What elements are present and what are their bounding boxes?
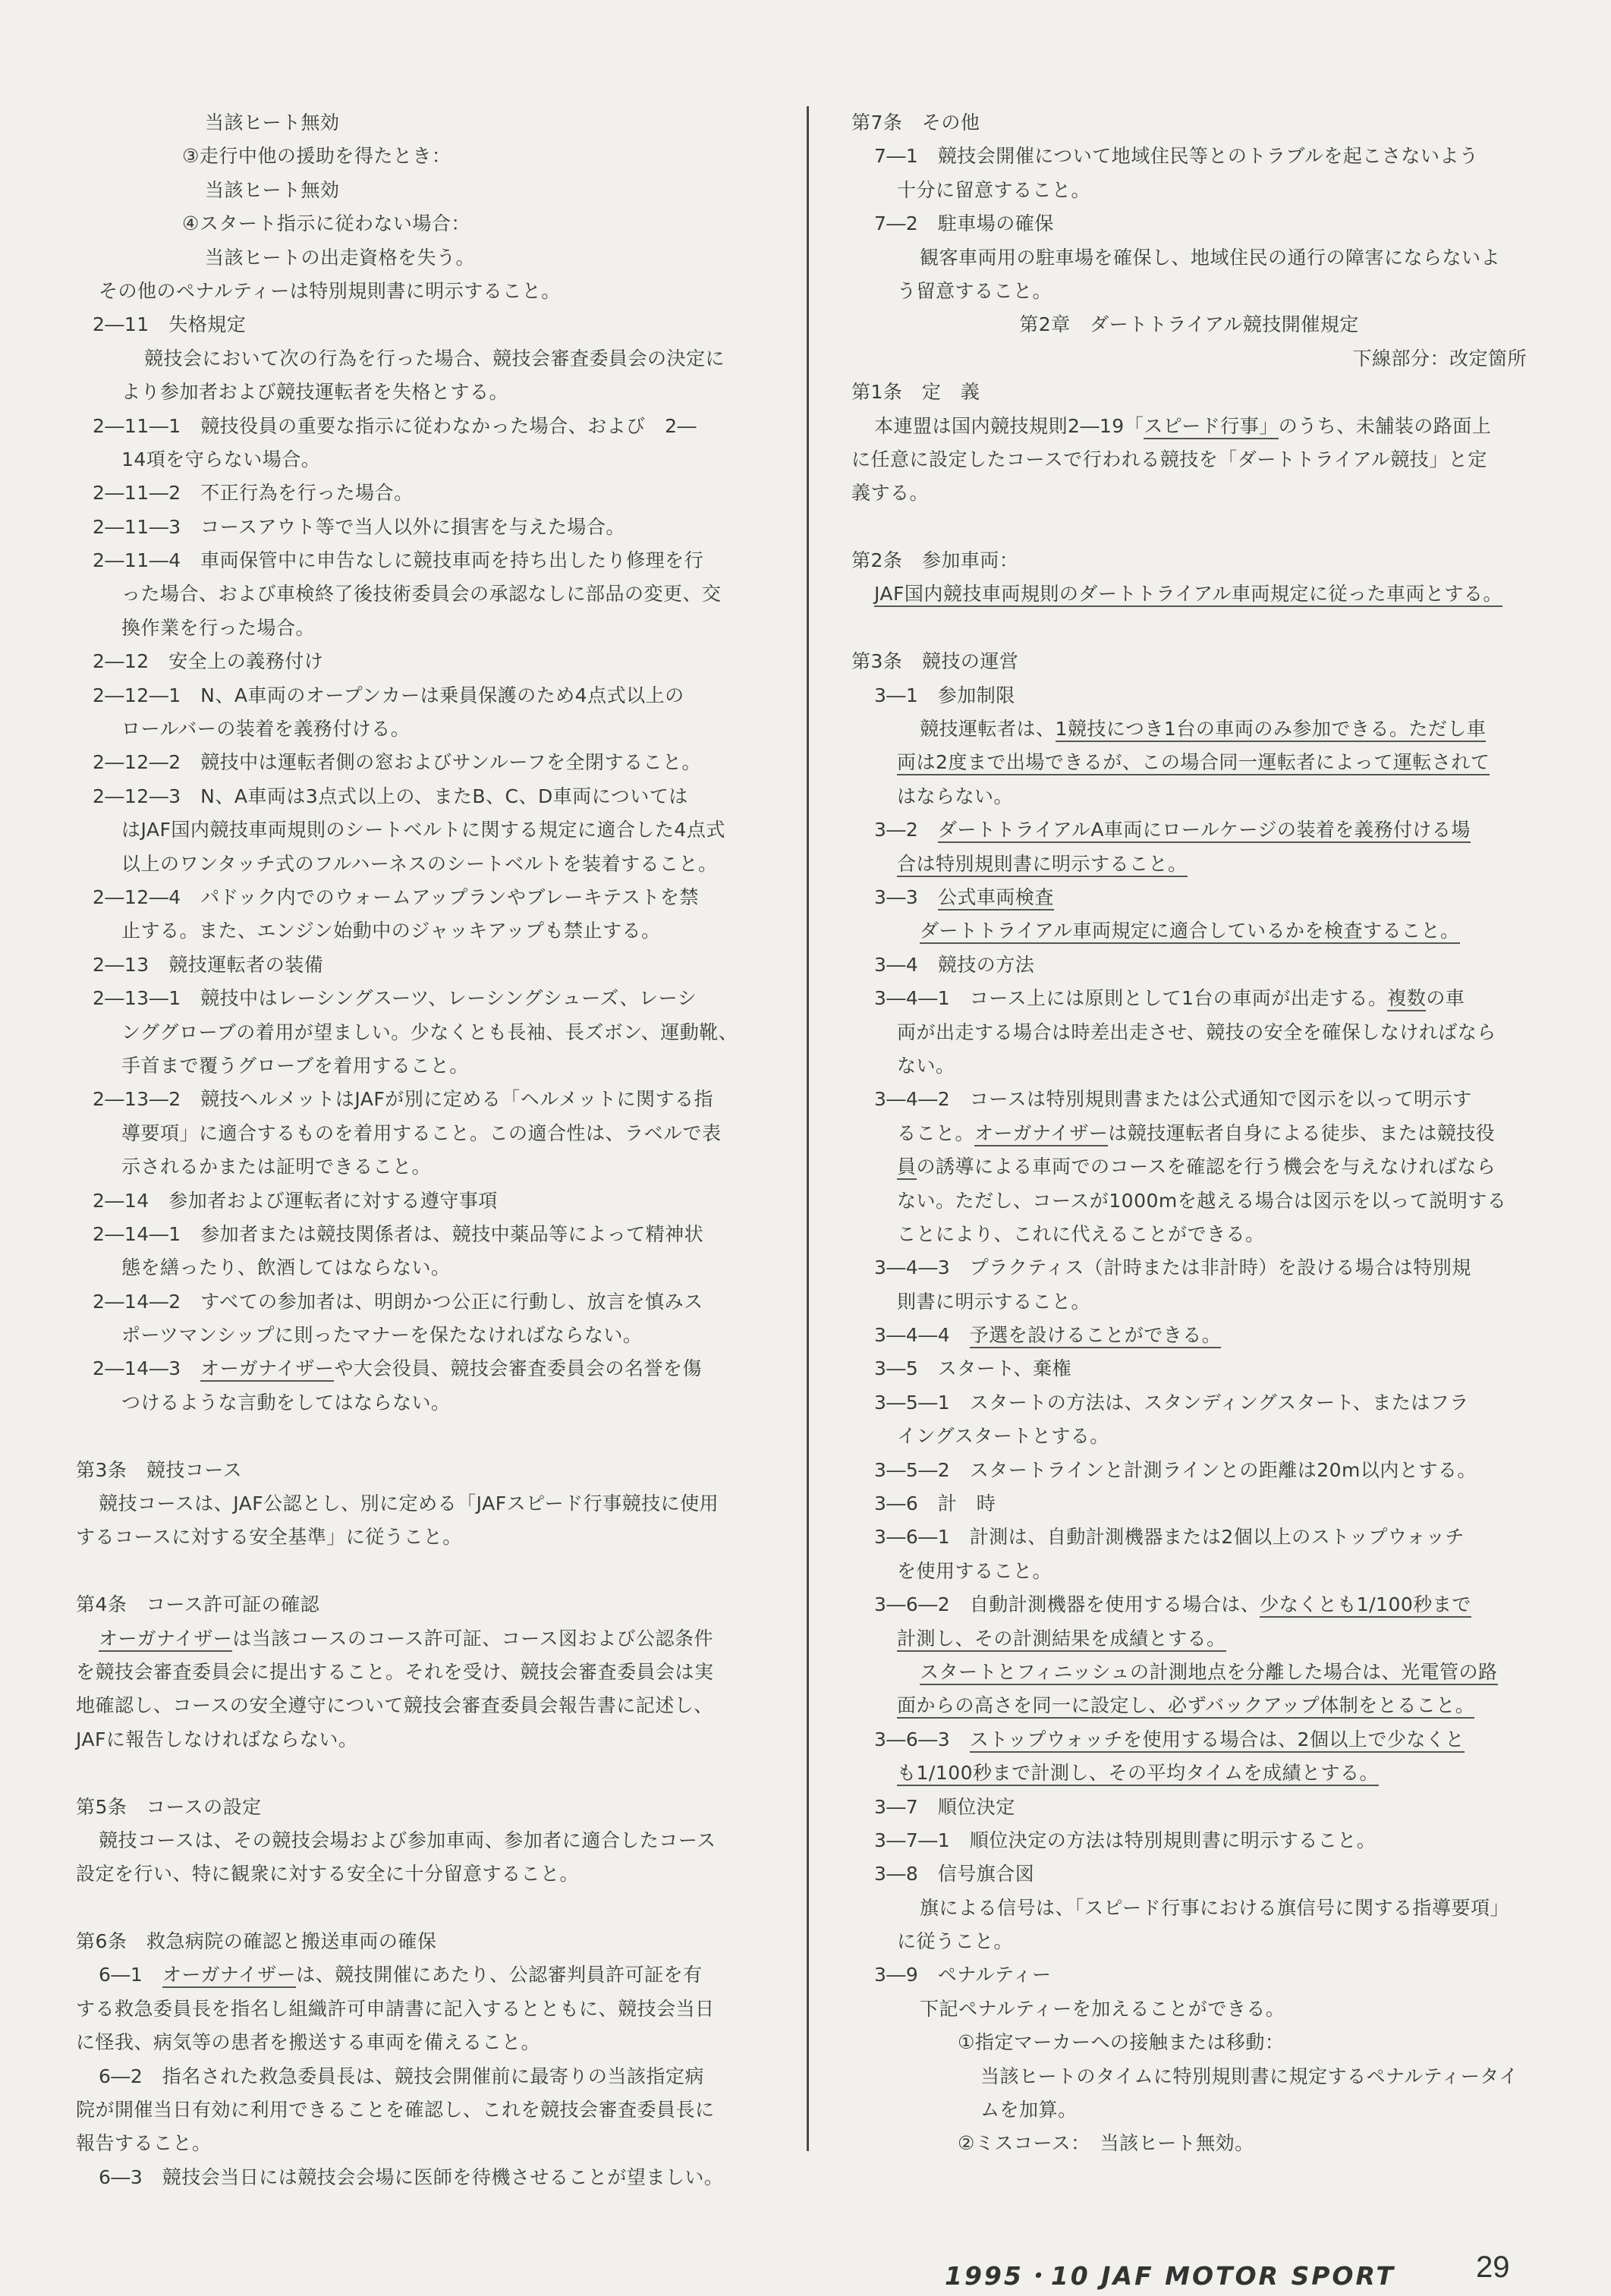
line-text: 手首まで覆うグローブを着用すること。 (121, 1054, 469, 1077)
line-text: 設定を行い、特に観衆に対する安全に十分留意すること。 (76, 1863, 580, 1886)
text-line (76, 1622, 755, 1656)
line-text: 3―4―4 (874, 1324, 970, 1347)
line-text: 3―4 競技の方法 (874, 953, 1035, 976)
revised-text: オーガナイザー (974, 1122, 1108, 1146)
line-text: 3―5―1 スタートの方法は、スタンディングスタート、またはフラ (874, 1391, 1469, 1414)
text-line (851, 1218, 1527, 1251)
text-line (76, 410, 755, 443)
line-text: 6―3 競技会当日には競技会会場に医師を待機させることが望ましい。 (99, 2165, 724, 2188)
revised-text: 予選を設けることができる。 (970, 1324, 1222, 1348)
text-line (851, 746, 1527, 779)
line-text: ポーツマンシップに則ったマナーを保たなければならない。 (121, 1324, 643, 1347)
text-line (76, 612, 755, 645)
line-text: 観客車両用の駐車場を確保し、地域住民の通行の障害にならないよ (920, 246, 1501, 269)
line-text: 3―6―1 計測は、自動計測機器または2個以上のストップウォッチ (874, 1526, 1465, 1549)
text-line (76, 1723, 755, 1757)
text-line (851, 2026, 1527, 2059)
line-text: 第4条 コース許可証の確認 (76, 1593, 320, 1616)
text-line (76, 813, 755, 847)
line-text: 第2条 参加車両： (851, 549, 1019, 572)
text-line (851, 342, 1527, 376)
revised-text: オーガナイザー (200, 1357, 334, 1382)
text-line (851, 308, 1527, 341)
line-text: する救急委員長を指名し組織許可申請書に記入するとともに、競技会当日 (76, 1997, 715, 2020)
text-line (851, 1689, 1527, 1722)
text-line (851, 914, 1527, 948)
line-text: に怪我、病気等の患者を搬送する車両を備えること。 (76, 2031, 541, 2054)
line-text: 第3条 競技の運営 (851, 650, 1019, 673)
text-line (851, 1791, 1527, 1824)
text-line (76, 308, 755, 341)
revised-text: ダートトライアル車両規定に適合しているかを検査すること。 (920, 920, 1460, 944)
line-text: 本連盟は国内競技規則2―19「 (874, 414, 1144, 437)
line-text: 地確認し、コースの安全遵守について競技会審査委員会報告書に記述し、 (76, 1694, 713, 1717)
line-text: 3―6―2 自動計測機器を使用する場合は、 (874, 1593, 1260, 1616)
text-line (76, 914, 755, 948)
column-divider (807, 106, 809, 2151)
text-line (76, 2026, 755, 2059)
line-text: ない。ただし、コースが1000mを越える場合は図示を以って説明する (897, 1189, 1507, 1212)
text-line (851, 1857, 1527, 1891)
text-line (851, 1083, 1527, 1116)
text-line (76, 1958, 755, 1992)
text-line (76, 1150, 755, 1184)
text-line (851, 275, 1527, 308)
paragraph-gap (76, 1555, 755, 1588)
line-text: を使用すること。 (897, 1559, 1052, 1582)
paragraph-gap (851, 511, 1527, 544)
revised-text: オーガナイザー (162, 1964, 296, 1988)
line-text: イングスタートとする。 (897, 1425, 1109, 1448)
text-line (76, 275, 755, 308)
line-text: の誘導による車両でのコースを確認を行う機会を与えなければなら (916, 1156, 1496, 1178)
revised-text: ストップウォッチを使用する場合は、2個以上で少なくと (970, 1728, 1465, 1753)
line-text: 3―3 (874, 885, 938, 908)
text-line (851, 577, 1527, 611)
revised-text: 少なくとも1/100秒まで (1260, 1593, 1471, 1618)
line-text: 当該ヒートの出走資格を失う。 (205, 246, 476, 269)
text-line (851, 1555, 1527, 1588)
text-line (851, 712, 1527, 746)
text-line (851, 1049, 1527, 1083)
line-text: は、競技開催にあたり、公認審判員許可証を有 (296, 1964, 703, 1986)
text-line (76, 848, 755, 881)
line-text: はならない。 (897, 785, 1014, 807)
text-line (76, 1319, 755, 1352)
text-line (851, 1757, 1527, 1790)
text-line (851, 1958, 1527, 1992)
text-line (851, 813, 1527, 847)
line-text: 7―2 駐車場の確保 (874, 212, 1054, 235)
text-line (851, 2127, 1527, 2160)
text-line (851, 476, 1527, 510)
line-text: 競技会において次の行為を行った場合、競技会審査委員会の決定に (144, 347, 725, 370)
text-line (76, 376, 755, 409)
text-line (76, 2127, 755, 2160)
revised-text: JAF国内競技車両規則のダートトライアル車両規定に従った車両とする。 (874, 583, 1502, 607)
line-text: や大会役員、競技会審査委員会の名誉を傷 (334, 1357, 702, 1380)
text-line (851, 1285, 1527, 1319)
text-line (76, 207, 755, 241)
line-text: に任意に設定したコースで行われる競技を「ダートトライアル競技」と定 (851, 448, 1487, 470)
magazine-footer: 1995・10 JAF MOTOR SPORT (945, 2261, 1395, 2291)
text-line (851, 1992, 1527, 2026)
text-line (851, 2093, 1527, 2127)
text-line (76, 1285, 755, 1319)
line-text: 2―12 安全上の義務付け (93, 650, 324, 673)
text-line (76, 1588, 755, 1621)
line-text: JAFに報告しなければならない。 (76, 1728, 358, 1750)
line-text: 3―8 信号旗合図 (874, 1863, 1035, 1886)
line-text: 3―5 スタート、棄権 (874, 1357, 1072, 1380)
text-line (851, 1150, 1527, 1184)
line-text: 3―2 (874, 819, 938, 841)
line-text: 2―14 参加者および運転者に対する遵守事項 (93, 1189, 498, 1212)
line-text: 2―13―1 競技中はレーシングスーツ、レーシングシューズ、レーシ (93, 987, 697, 1010)
line-text: 当該ヒート無効 (205, 112, 340, 134)
text-line (851, 780, 1527, 813)
text-line (76, 443, 755, 476)
revised-text: 員 (897, 1156, 917, 1180)
text-line (851, 174, 1527, 207)
line-text: はJAF国内競技車両規則のシートベルトに関する規定に適合した4点式 (121, 819, 725, 841)
line-text: 2―12―4 パドック内でのウォームアップランやブレーキテストを禁 (93, 885, 699, 908)
text-line (76, 1521, 755, 1554)
paragraph-gap (851, 612, 1527, 645)
line-text: は当該コースのコース許可証、コース図および公認条件 (232, 1627, 714, 1650)
text-line (851, 1521, 1527, 1554)
line-text: 態を繕ったり、飲酒してはならない。 (121, 1257, 451, 1279)
text-line (76, 342, 755, 376)
text-line (76, 1184, 755, 1218)
text-line (76, 1117, 755, 1150)
line-text: 6―2 指名された救急委員長は、競技会開催前に最寄りの当該指定病 (99, 2065, 704, 2087)
line-text: 競技コースは、JAF公認とし、別に定める「JAFスピード行事競技に使用 (99, 1492, 719, 1515)
line-text: 2―14―3 (93, 1357, 201, 1380)
page-number: 29 (1476, 2250, 1510, 2284)
text-line (76, 645, 755, 678)
text-line (76, 544, 755, 577)
line-text: 2―12―1 N、A車両のオープンカーは乗員保護のため4点式以上の (93, 684, 684, 706)
line-text: 旗による信号は、「スピード行事における旗信号に関する指導要項」 (920, 1896, 1510, 1919)
line-text: 3―4―1 コース上には原則として1台の車両が出走する。 (874, 987, 1388, 1010)
text-line (851, 1352, 1527, 1385)
line-text: 2―11―1 競技役員の重要な指示に従わなかった場合、および 2― (93, 414, 697, 437)
text-line (851, 1588, 1527, 1621)
text-line (76, 1251, 755, 1285)
text-line (76, 577, 755, 611)
line-text: 2―11 失格規定 (93, 313, 247, 336)
line-text: 第1条 定 義 (851, 381, 980, 404)
line-text: 則書に明示すること。 (897, 1290, 1091, 1313)
line-text: 報告すること。 (76, 2132, 212, 2155)
line-text: 3―4―2 コースは特別規則書または公式通知で図示を以って明示す (874, 1088, 1472, 1111)
text-line (76, 1824, 755, 1857)
line-text: 2―11―2 不正行為を行った場合。 (93, 482, 414, 505)
line-text: 以上のワンタッチ式のフルハーネスのシートベルトを装着すること。 (121, 852, 718, 875)
line-text: のうち、未舗装の路面上 (1278, 414, 1492, 437)
line-text: 7―1 競技会開催について地域住民等とのトラブルを起こさないよう (874, 145, 1479, 168)
revised-text: 合は特別規則書に明示すること。 (897, 853, 1188, 877)
text-line (851, 948, 1527, 982)
line-text: 競技コースは、その競技会場および参加車両、参加者に適合したコース (99, 1829, 716, 1851)
text-line (851, 140, 1527, 173)
line-text: 3―7―1 順位決定の方法は特別規則書に明示すること。 (874, 1829, 1377, 1851)
line-text: 3―4―3 プラクティス（計時または非計時）を設ける場合は特別規 (874, 1257, 1471, 1279)
line-text: 6―1 (99, 1964, 162, 1986)
text-line (76, 712, 755, 746)
text-line (851, 1487, 1527, 1521)
line-text: ことにより、これに代えることができる。 (897, 1222, 1265, 1245)
line-text: 下線部分：改定箇所 (1352, 347, 1527, 370)
text-line (76, 746, 755, 779)
line-text: より参加者および競技運転者を失格とする。 (121, 381, 509, 404)
line-text: 導要項」に適合するものを着用すること。この適合性は、ラベルで表 (121, 1121, 722, 1144)
text-line (76, 982, 755, 1015)
text-line (851, 544, 1527, 577)
line-text: ムを加算。 (980, 2099, 1078, 2121)
line-text: 止する。また、エンジン始動中のジャッキアップも禁止する。 (121, 920, 661, 942)
text-line (76, 881, 755, 914)
revised-text: 公式車両検査 (938, 886, 1054, 911)
line-text: った場合、および車検終了後技術委員会の承認なしに部品の変更、交 (121, 583, 722, 605)
text-line (851, 1824, 1527, 1857)
line-text: 2―12―3 N、A車両は3点式以上の、またB、C、D車両については (93, 785, 688, 807)
paragraph-gap (76, 1757, 755, 1790)
line-text: ンググローブの着用が望ましい。少なくとも長袖、長ズボン、運動靴、 (121, 1021, 738, 1043)
line-text: 2―11―4 車両保管中に申告なしに競技車両を持ち出したり修理を行 (93, 549, 704, 572)
text-line (76, 1992, 755, 2026)
text-line (851, 1386, 1527, 1420)
text-line (76, 1857, 755, 1891)
text-line (851, 2060, 1527, 2093)
line-text: ロールバーの装着を義務付ける。 (121, 718, 411, 741)
line-text: 2―13 競技運転者の装備 (93, 953, 324, 976)
line-text: ③走行中他の援助を得たとき： (182, 145, 452, 168)
text-line (851, 881, 1527, 914)
text-line (851, 1656, 1527, 1689)
revised-text: ダートトライアルA車両にロールケージの装着を義務付ける場 (938, 819, 1471, 843)
line-text: 両が出走する場合は時差出走させ、競技の安全を確保しなければなら (897, 1021, 1496, 1043)
revised-text: 1競技につき1台の車両のみ参加できる。ただし車 (1056, 718, 1487, 742)
text-line (851, 1454, 1527, 1487)
text-line (76, 511, 755, 544)
text-line (851, 376, 1527, 409)
text-line (76, 1083, 755, 1116)
line-text: う留意すること。 (897, 279, 1052, 302)
text-line (76, 1925, 755, 1958)
line-text: 示されるかまたは証明できること。 (121, 1156, 432, 1178)
text-line (76, 1049, 755, 1083)
text-line (76, 1791, 755, 1824)
line-text: ④スタート指示に従わない場合： (182, 212, 470, 235)
text-line (76, 241, 755, 275)
line-text: 2―14―1 参加者または競技関係者は、競技中薬品等によって精神状 (93, 1222, 704, 1245)
text-line (76, 1689, 755, 1722)
text-line (851, 1251, 1527, 1285)
text-line (851, 1420, 1527, 1453)
text-line (76, 1454, 755, 1487)
text-line (76, 1218, 755, 1251)
revised-text: 両は2度まで出場できるが、この場合同一運転者によって運転されて (897, 751, 1490, 775)
line-text: 3―5―2 スタートラインと計測ラインとの距離は20m以内とする。 (874, 1458, 1477, 1481)
line-text: の車 (1426, 987, 1465, 1010)
line-text: に従うこと。 (897, 1930, 1014, 1953)
line-text: 2―14―2 すべての参加者は、明朗かつ公正に行動し、放言を慎みス (93, 1290, 703, 1313)
line-text: 3―9 ペナルティー (874, 1964, 1052, 1986)
revised-text: スピード行事」 (1144, 415, 1279, 439)
text-line (851, 679, 1527, 712)
text-line (76, 1487, 755, 1521)
text-line (851, 1892, 1527, 1925)
line-text: 3―1 参加制限 (874, 684, 1015, 706)
text-line (76, 679, 755, 712)
text-line (76, 2161, 755, 2194)
line-text: つけるような言動をしてはならない。 (121, 1391, 451, 1414)
line-text: ること。 (897, 1121, 975, 1144)
line-text: 第2章 ダートトライアル競技開催規定 (1019, 313, 1359, 336)
line-text: 第7条 その他 (851, 112, 980, 134)
text-line (851, 1016, 1527, 1049)
line-text: 第3条 競技コース (76, 1458, 243, 1481)
text-line (851, 410, 1527, 443)
line-text: 3―6―3 (874, 1728, 970, 1750)
text-line (76, 140, 755, 173)
text-line (76, 174, 755, 207)
line-text: 2―11―3 コースアウト等で当人以外に損害を与えた場合。 (93, 515, 625, 538)
text-line (851, 1184, 1527, 1218)
left-column (76, 106, 755, 2194)
line-text: 義する。 (851, 482, 930, 505)
text-line (76, 780, 755, 813)
text-line (76, 2060, 755, 2093)
text-line (76, 1352, 755, 1385)
line-text: その他のペナルティーは特別規則書に明示すること。 (99, 279, 561, 302)
line-text: 第5条 コースの設定 (76, 1795, 262, 1818)
paragraph-gap (76, 1420, 755, 1453)
line-text: 競技運転者は、 (920, 718, 1056, 741)
line-text: 十分に留意すること。 (897, 178, 1091, 201)
revised-text: 計測し、その計測結果を成績とする。 (897, 1628, 1226, 1652)
text-line (76, 476, 755, 510)
line-text: 2―12―2 競技中は運転者側の窓およびサンルーフを全閉すること。 (93, 751, 702, 774)
line-text: するコースに対する安全基準」に従うこと。 (76, 1526, 462, 1549)
text-line (851, 106, 1527, 140)
text-line (851, 1723, 1527, 1757)
revised-text: 面からの高さを同一に設定し、必ずバックアップ体制をとること。 (897, 1694, 1474, 1719)
text-line (76, 1656, 755, 1689)
line-text: 換作業を行った場合。 (121, 616, 316, 639)
revised-text: も1/100秒まで計測し、その平均タイムを成績とする。 (897, 1762, 1379, 1786)
text-line (851, 1117, 1527, 1150)
line-text: ない。 (897, 1054, 955, 1077)
line-text: 当該ヒート無効 (205, 178, 340, 201)
line-text: 3―6 計 時 (874, 1492, 996, 1515)
line-text: 院が開催当日有効に利用できることを確認し、これを競技会審査委員長に (76, 2099, 715, 2121)
text-line (851, 241, 1527, 275)
text-line (851, 1622, 1527, 1656)
line-text: 2―13―2 競技ヘルメットはJAFが別に定める「ヘルメットに関する指 (93, 1088, 714, 1111)
text-line (851, 443, 1527, 476)
text-line (851, 1319, 1527, 1352)
paragraph-gap (76, 1892, 755, 1925)
text-line (76, 1386, 755, 1420)
line-text: 下記ペナルティーを加えることができる。 (920, 1997, 1285, 2020)
text-line (851, 645, 1527, 678)
line-text: は競技運転者自身による徒歩、または競技役 (1108, 1121, 1496, 1144)
text-line (851, 207, 1527, 241)
revised-text: オーガナイザー (99, 1628, 232, 1652)
line-text: を競技会審査委員会に提出すること。それを受け、競技会審査委員会は実 (76, 1660, 714, 1683)
line-text: 3―7 順位決定 (874, 1795, 1015, 1818)
text-line (76, 1016, 755, 1049)
line-text: 14項を守らない場合。 (121, 448, 321, 470)
right-column (851, 106, 1527, 2161)
text-line (851, 1925, 1527, 1958)
line-text: 第6条 救急病院の確認と搬送車両の確保 (76, 1930, 437, 1953)
revised-text: スタートとフィニッシュの計測地点を分離した場合は、光電管の路 (920, 1661, 1498, 1685)
text-line (76, 948, 755, 982)
text-line (76, 106, 755, 140)
line-text: 当該ヒートのタイムに特別規則書に規定するペナルティータイ (980, 2065, 1518, 2087)
line-text: ①指定マーカーへの接触または移動： (958, 2031, 1285, 2054)
text-line (76, 2093, 755, 2127)
text-line (851, 848, 1527, 881)
line-text: ②ミスコース： 当該ヒート無効。 (958, 2132, 1254, 2155)
text-line (851, 982, 1527, 1015)
revised-text: 複数 (1387, 987, 1426, 1011)
